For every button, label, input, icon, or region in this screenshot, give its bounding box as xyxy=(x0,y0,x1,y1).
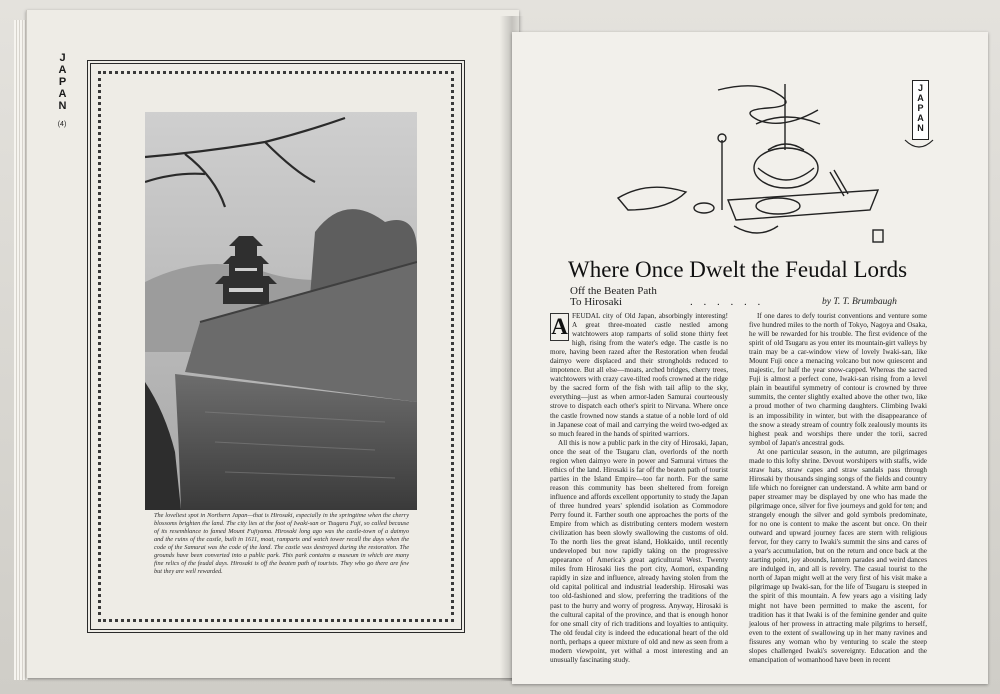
leader-dots: . . . . . . xyxy=(690,296,765,308)
author-byline: by T. T. Brumbaugh xyxy=(822,297,897,307)
paragraph-text: FEUDAL city of Old Japan, absorbingly interesting! A great three-moated castle nestled among watchtowers atop ramparts of solid stone thirty feet high, rising from the water's edge. The castle is no more, having been razed after the Restoration when feudal daimyo were displaced and their strongholds reduced to impotence. But all else—moats, arched bridges, cherry trees, watchtowers with crazy cave-tilted roofs crowned at the ridge by the sacred form of the fish with tail aflip to the sky, everything—just as when armor-laden Samurai courteously strove to dispatch each other's spirit to Nirvana. Where once the castle frowned now stands a statue of a noble lord of old in Japanese coat of mail and carrying the weird two-edged ax so much feared in the hands of spirited warriors. xyxy=(550,312,728,438)
right-masthead xyxy=(912,80,929,140)
masthead-text: JAPAN xyxy=(56,52,69,112)
masthead-ribbon-icon xyxy=(899,138,939,156)
article-column-1 xyxy=(550,312,728,665)
article-column-2 xyxy=(749,312,927,665)
article-headline: Where Once Dwelt the Feudal Lords xyxy=(568,257,908,282)
page-number: (4) xyxy=(57,121,67,128)
article-subtitle-line2: To Hirosaki xyxy=(570,296,623,308)
teakettle-illustration xyxy=(608,80,898,250)
kettle-hearth-drawing xyxy=(608,80,898,250)
paragraph: All this is now a public park in the city of Hirosaki, Japan, once the seat of the Tsugaru clan, overlords of the north region when daimyo were in power and Samurai virtues the ethics of the land. Hirosaki is far off the beaten path of tourist parties in the Island Empire—too far north. For the same reason this community has been sheltered from foreign influence and affords excellent opportunity to study the Japan of three hundred years' splendid isolation as Commodore Perry found it. Farther south one approaches the ports of the Empire from which as distributing centers modern western civilization has been slowly swallowing the customs of old. To the north lies the great island, Hokkaido, until recently undeveloped but now rapidly taking on the progressive appearance of America's great agricultural West. Twenty miles from Hirosaki lies the port city, Aomori, expanding rapidly in size and influence, already having stolen from the old capital political and industrial leadership. Hirosaki was too old-fashioned and slow, preferring the traditions of the past to the hurry and worry of progress. Anyway, Hirosaki is the cultural capital of the province, and that is enough honor for one small city of rich traditions and loyalties to antiquity. The old feudal city is indeed the educational heart of the old north, perhaps a queer mixture of old and new as seen from a modern viewpoint, yet withal a most interesting and an unusually fascinating study. xyxy=(550,438,728,664)
photo-caption: The loveliest spot in Northern Japan—that is Hirosaki, especially in the springtime when the cherry blossoms brighten the land. The city lies at the foot of Iwaki-san or Tsugaru Fuji, so called because of its resemblance to famed Mount Fujiyama. Hirosaki long ago was the castle-town of a daimyo and the ruins of the castle, built in 1611, moat, ramparts and watch tower recall the days when the code of the Samurai was the code of the land. The castle was destroyed during the restoration. The grounds have been converted into a public park. This park contains a museum in which are many fine relics of the feudal days. Hirosaki is off the beaten path of tourists. They who go there are few but they are well rewarded. xyxy=(154,512,409,575)
paragraph: At one particular season, in the autumn, are pilgrimages made to this lofty shrine. Devout worshipers with staffs, wide straw hats, straw capes and straw sandals pass through Hirosaki by thousands singing songs of the fields and country life which no foreigner can understand. A white arm band or paper streamer may be displayed by one who has made the pilgrimage once, silver for five journeys and gold for ten; and strangely enough the silver and gold symbols predominate, for no one is content to make the ascent but once. On their outward and upward journey faces are stern with religious fervor, for they carry to Iwaki's summit the sins and cares of a year's accumulation, but on the return and once back at the starting point, joy abounds, lantern parades and weird dances are indulged in, and all is revelry. The casual tourist to the north of Japan might well at the very first of his visit make a pilgrimage up Iwaki-san, for the life of Tsugaru is steeped in the spirit of this mountain. A few years ago a visiting lady might not have been permitted to make the ascent, for tradition has it that Iwaki is of the feminine gender and quite jealous of her prowess in attracting male pilgrims to herself, even to the extent of swallowing up in her many ravines and fissures any woman who by venturing to scale the steep slopes challenged Iwaki's sovereignty. Education and the emancipation of womanhood have been in recent xyxy=(749,447,927,664)
paragraph: If one dares to defy tourist conventions and venture some five hundred miles to the north of Tokyo, Nagoya and Osaka, he will be rewarded for his trouble. The first evidence of the spirit of old Tsugaru as you enter its mountain-girt valleys by train may be a car-window view of lovely Iwaki-san, like Mount Fuji once a menacing volcano but now quiescent and majestic, for half the year snow-capped. Whereas the sacred Fuji is almost a perfect cone, Iwaki-san rising from a level plain in beautiful symmetry of contour is crowned by three summits, the center slightly exalted above the other two, like a proud mother of two charming daughters. Climbing Iwaki is an impossibility in winter, but with the disappearance of the snow a steady stream of country folk zealously mounts its highest peak and worships there under the torii, sacred symbol of Japan's ancestral gods. xyxy=(749,312,927,447)
article-subtitle-line1: Off the Beaten Path xyxy=(570,285,657,297)
castle-photo-image xyxy=(145,112,417,510)
hirosaki-castle-photo xyxy=(145,112,417,510)
paragraph xyxy=(550,312,728,439)
drop-cap: A xyxy=(551,314,568,339)
masthead-text: JAPAN xyxy=(915,83,926,133)
left-masthead xyxy=(54,52,70,130)
